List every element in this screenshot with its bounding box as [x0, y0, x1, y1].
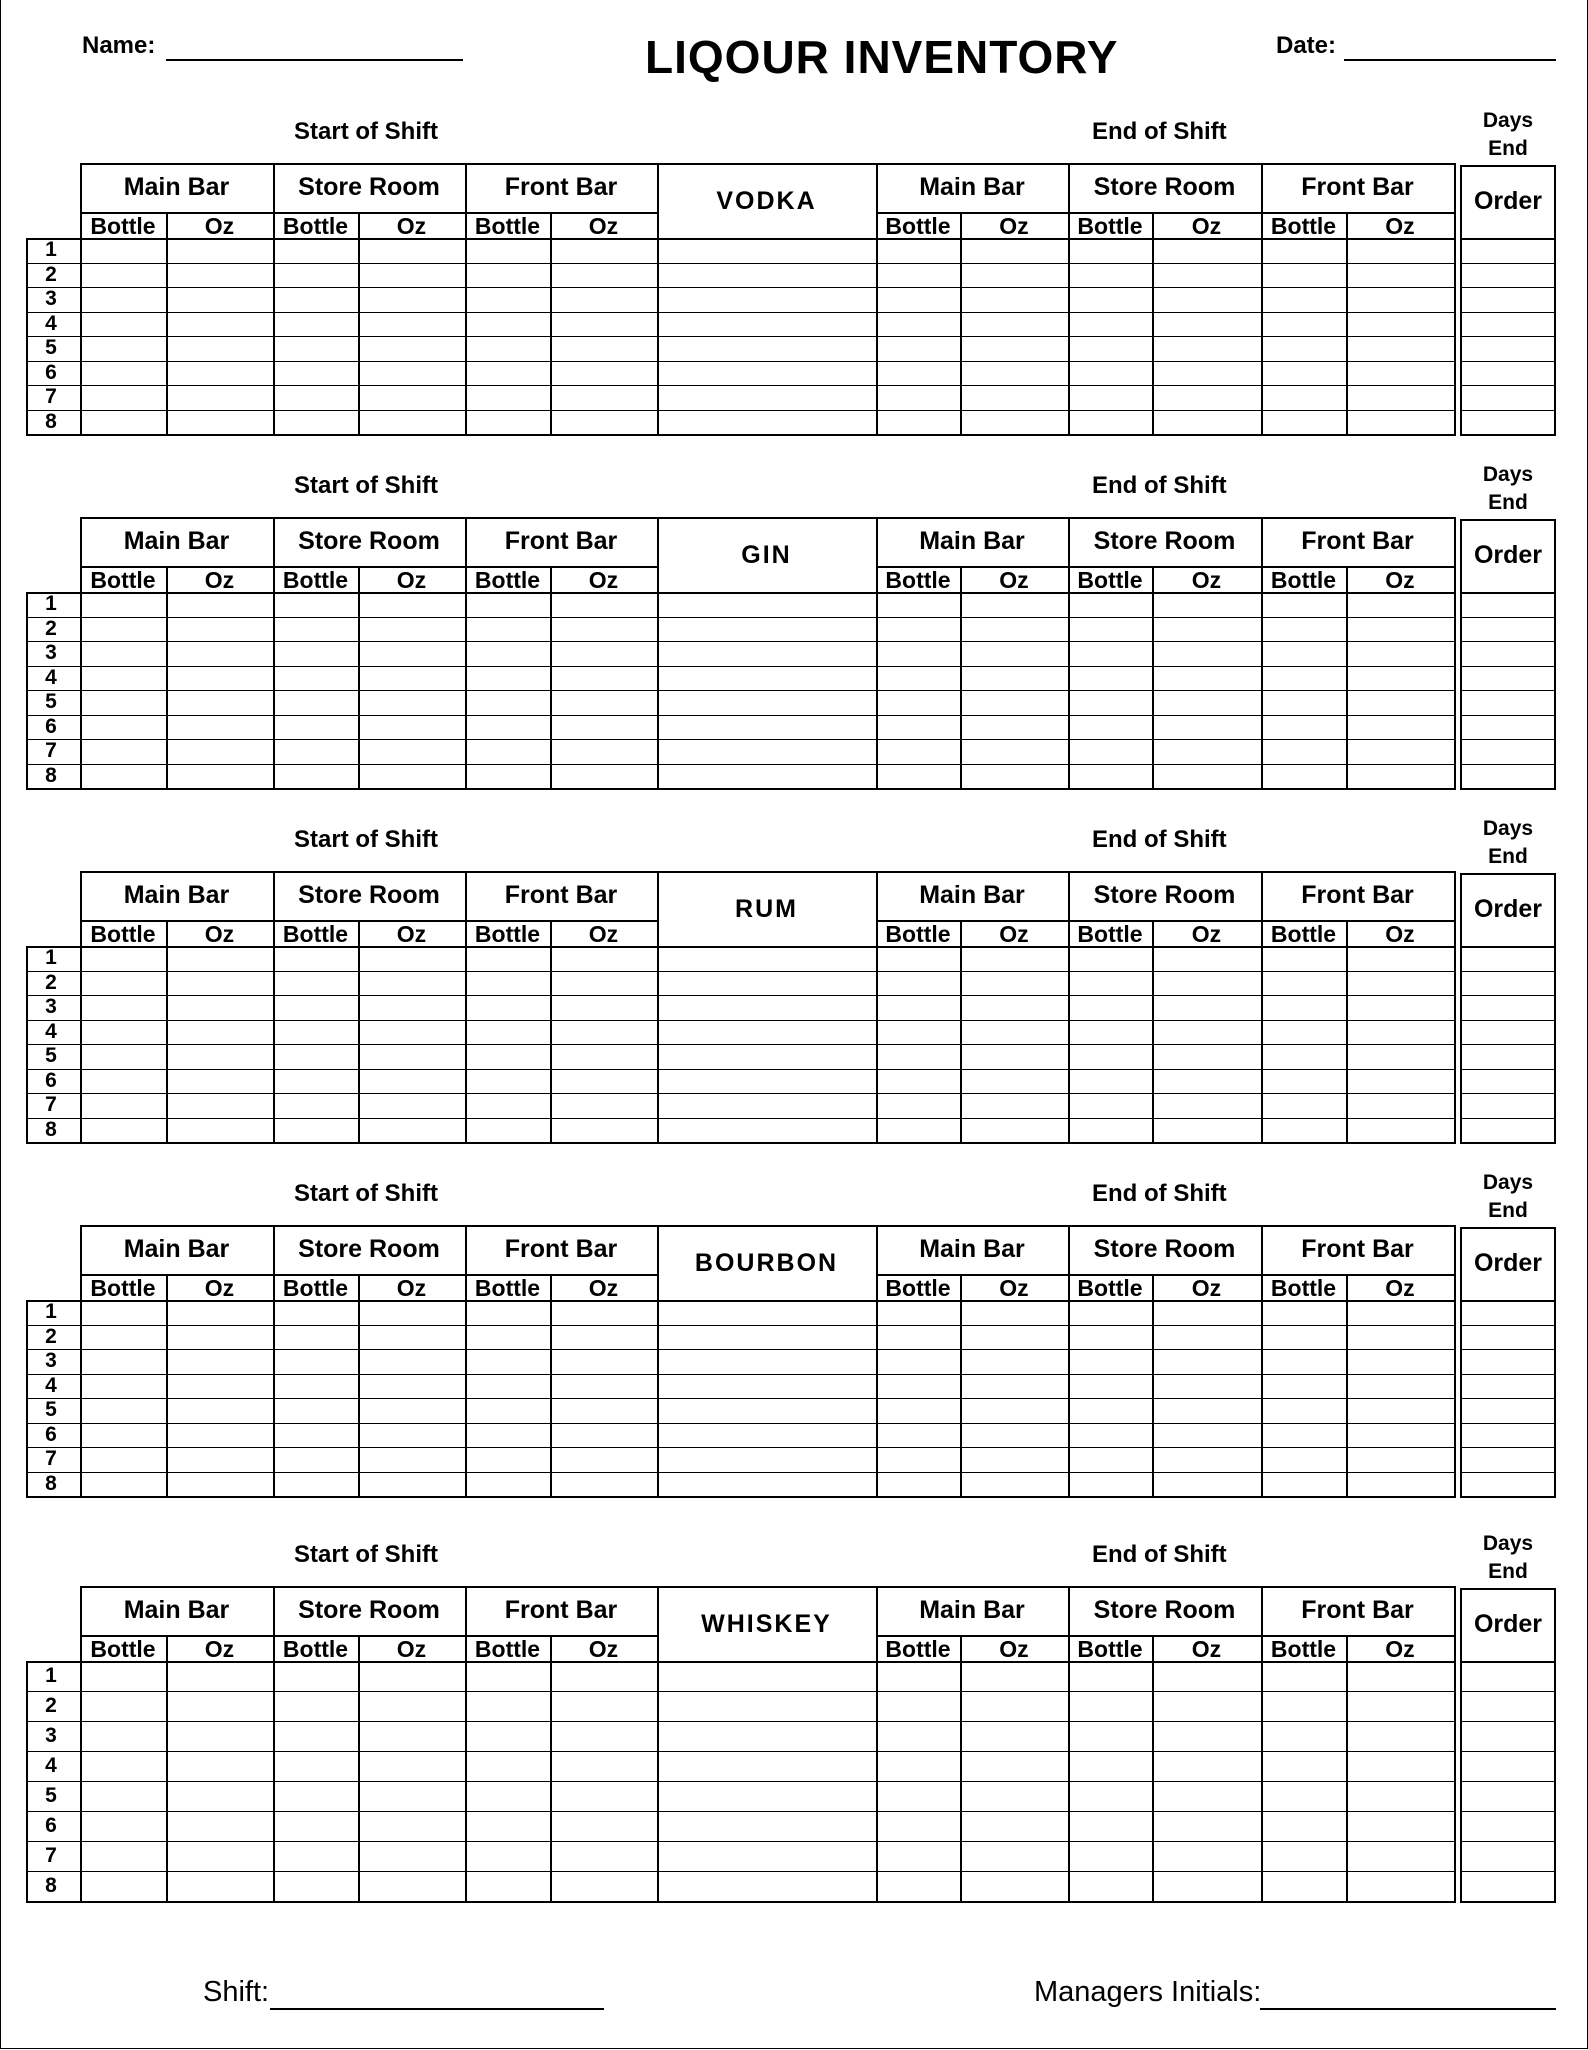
- oz-header: Oz: [1191, 1636, 1222, 1662]
- group-label-store-room: Store Room: [298, 527, 440, 555]
- order-label: Order: [1473, 541, 1543, 569]
- inventory-row-cells[interactable]: [82, 1070, 1454, 1093]
- row-number: 8: [45, 1874, 57, 1897]
- group-label-main-bar: Main Bar: [919, 527, 1025, 555]
- group-label-main-bar: Main Bar: [123, 173, 230, 201]
- bottle-header: Bottle: [1077, 921, 1143, 947]
- bottle-header: Bottle: [1077, 1636, 1143, 1662]
- order-cell[interactable]: [1462, 740, 1554, 763]
- group-label-front-bar: Front Bar: [1301, 881, 1414, 909]
- order-cell[interactable]: [1462, 765, 1554, 788]
- row-number: 7: [45, 1093, 57, 1117]
- inventory-row-cells[interactable]: [82, 1326, 1454, 1349]
- bottle-header: Bottle: [1077, 1275, 1143, 1301]
- oz-header: Oz: [396, 567, 427, 593]
- bottle-header: Bottle: [282, 921, 349, 947]
- row-number: 1: [45, 592, 57, 616]
- row-number: 7: [45, 739, 57, 763]
- oz-header: Oz: [204, 1275, 235, 1301]
- row-number: 3: [45, 1349, 57, 1373]
- inventory-row-cells[interactable]: [82, 1812, 1454, 1840]
- bottle-header: Bottle: [90, 1275, 156, 1301]
- start-of-shift-label: Start of Shift: [294, 472, 438, 499]
- group-label-front-bar: Front Bar: [504, 1596, 618, 1624]
- inventory-row-cells[interactable]: [82, 1375, 1454, 1398]
- inventory-row-cells[interactable]: [82, 1045, 1454, 1068]
- group-label-main-bar: Main Bar: [919, 881, 1025, 909]
- oz-header: Oz: [1191, 567, 1222, 593]
- bottle-header: Bottle: [282, 213, 349, 239]
- bottle-header: Bottle: [1270, 1636, 1337, 1662]
- order-cell[interactable]: [1462, 337, 1554, 360]
- row-number: 1: [45, 1300, 57, 1324]
- inventory-row-cells[interactable]: [82, 996, 1454, 1019]
- inventory-row-cells[interactable]: [82, 386, 1454, 409]
- order-cell[interactable]: [1462, 642, 1554, 665]
- oz-header: Oz: [999, 1636, 1029, 1662]
- bottle-header: Bottle: [474, 1636, 541, 1662]
- row-number: 4: [45, 1754, 57, 1777]
- days-end-line2: End: [1488, 1199, 1528, 1222]
- order-cell[interactable]: [1462, 1782, 1554, 1810]
- oz-header: Oz: [588, 1275, 619, 1301]
- bottle-header: Bottle: [474, 567, 541, 593]
- oz-header: Oz: [588, 1636, 619, 1662]
- inventory-row-cells[interactable]: [82, 1842, 1454, 1870]
- oz-header: Oz: [1191, 213, 1222, 239]
- group-label-store-room: Store Room: [1093, 1596, 1236, 1624]
- liquor-name-whiskey: WHISKEY: [701, 1610, 832, 1638]
- inventory-row-cells[interactable]: [82, 1399, 1454, 1422]
- row-number: 8: [45, 409, 57, 433]
- row-number: 8: [45, 763, 57, 787]
- inventory-row-cells[interactable]: [82, 239, 1454, 262]
- bottle-header: Bottle: [90, 567, 156, 593]
- days-end-line2: End: [1488, 1560, 1528, 1583]
- oz-header: Oz: [999, 567, 1029, 593]
- bottle-header: Bottle: [885, 1636, 951, 1662]
- inventory-row-cells[interactable]: [82, 1872, 1454, 1900]
- bottle-header: Bottle: [474, 213, 541, 239]
- order-cell[interactable]: [1462, 1424, 1554, 1447]
- order-cell[interactable]: [1462, 411, 1554, 434]
- group-label-front-bar: Front Bar: [1301, 173, 1414, 201]
- inventory-row-cells[interactable]: [82, 765, 1454, 788]
- group-label-front-bar: Front Bar: [504, 1235, 618, 1263]
- row-number: 5: [45, 1398, 57, 1422]
- bottle-header: Bottle: [474, 1275, 541, 1301]
- order-cell[interactable]: [1462, 239, 1554, 262]
- row-number: 6: [45, 1422, 57, 1446]
- order-cell[interactable]: [1462, 1662, 1554, 1690]
- row-number: 6: [45, 714, 57, 738]
- group-label-store-room: Store Room: [298, 1235, 440, 1263]
- oz-header: Oz: [999, 1275, 1029, 1301]
- oz-header: Oz: [588, 921, 619, 947]
- bottle-header: Bottle: [90, 213, 156, 239]
- group-label-front-bar: Front Bar: [504, 173, 618, 201]
- liquor-name-gin: GIN: [741, 541, 792, 569]
- order-label: Order: [1473, 187, 1543, 215]
- managers-initials-label: Managers Initials:: [1034, 1976, 1262, 2008]
- group-label-main-bar: Main Bar: [123, 1596, 230, 1624]
- days-end-line2: End: [1488, 845, 1528, 868]
- order-cell[interactable]: [1462, 1094, 1554, 1117]
- group-label-store-room: Store Room: [1093, 173, 1236, 201]
- inventory-row-cells[interactable]: [82, 1662, 1454, 1690]
- oz-header: Oz: [1385, 921, 1415, 947]
- liquor-name-bourbon: BOURBON: [694, 1249, 839, 1277]
- row-number: 1: [45, 1664, 57, 1687]
- oz-header: Oz: [999, 213, 1029, 239]
- order-cell[interactable]: [1462, 1448, 1554, 1471]
- group-label-front-bar: Front Bar: [1301, 1235, 1414, 1263]
- order-cell[interactable]: [1462, 972, 1554, 995]
- group-label-main-bar: Main Bar: [123, 1235, 230, 1263]
- order-cell[interactable]: [1462, 593, 1554, 616]
- inventory-row-cells[interactable]: [82, 1448, 1454, 1471]
- group-label-store-room: Store Room: [298, 1596, 440, 1624]
- date-field[interactable]: [1344, 59, 1556, 61]
- group-label-front-bar: Front Bar: [504, 881, 618, 909]
- row-number: 4: [45, 1373, 57, 1397]
- days-end-line1: Days: [1482, 1171, 1534, 1194]
- name-label: Name:: [82, 32, 156, 59]
- order-cell[interactable]: [1462, 1350, 1554, 1373]
- oz-header: Oz: [396, 213, 427, 239]
- inventory-row-cells[interactable]: [82, 1782, 1454, 1810]
- order-cell[interactable]: [1462, 1842, 1554, 1870]
- row-number: 3: [45, 641, 57, 665]
- bottle-header: Bottle: [1270, 567, 1337, 593]
- order-cell[interactable]: [1462, 362, 1554, 385]
- inventory-row-cells[interactable]: [82, 362, 1454, 385]
- oz-header: Oz: [204, 1636, 235, 1662]
- inventory-row-cells[interactable]: [82, 972, 1454, 995]
- days-end-line1: Days: [1482, 817, 1534, 840]
- bottle-header: Bottle: [885, 921, 951, 947]
- order-cell[interactable]: [1462, 1070, 1554, 1093]
- order-cell[interactable]: [1462, 1872, 1554, 1900]
- inventory-row-cells[interactable]: [82, 1094, 1454, 1117]
- row-number: 3: [45, 287, 57, 311]
- bottle-header: Bottle: [1270, 1275, 1337, 1301]
- days-end-line1: Days: [1482, 1532, 1534, 1555]
- bottle-header: Bottle: [474, 921, 541, 947]
- row-number: 1: [45, 946, 57, 970]
- bottle-header: Bottle: [90, 921, 156, 947]
- order-label: Order: [1473, 1610, 1543, 1638]
- order-cell[interactable]: [1462, 1375, 1554, 1398]
- order-cell[interactable]: [1462, 313, 1554, 336]
- days-end-line1: Days: [1482, 463, 1534, 486]
- group-label-main-bar: Main Bar: [123, 881, 230, 909]
- inventory-row-cells[interactable]: [82, 618, 1454, 641]
- row-number: 7: [45, 1447, 57, 1471]
- inventory-row-cells[interactable]: [82, 1119, 1454, 1142]
- order-cell[interactable]: [1462, 1119, 1554, 1142]
- order-cell[interactable]: [1462, 716, 1554, 739]
- order-cell[interactable]: [1462, 1045, 1554, 1068]
- row-number: 4: [45, 1019, 57, 1043]
- end-of-shift-label: End of Shift: [1092, 1180, 1227, 1207]
- group-label-main-bar: Main Bar: [919, 1596, 1025, 1624]
- oz-header: Oz: [396, 1275, 427, 1301]
- order-cell[interactable]: [1462, 1752, 1554, 1780]
- days-end-line1: Days: [1482, 109, 1534, 132]
- inventory-row-cells[interactable]: [82, 288, 1454, 311]
- order-label: Order: [1473, 1249, 1543, 1277]
- start-of-shift-label: Start of Shift: [294, 118, 438, 145]
- oz-header: Oz: [1385, 1636, 1415, 1662]
- inventory-row-cells[interactable]: [82, 337, 1454, 360]
- order-cell[interactable]: [1462, 667, 1554, 690]
- days-end-line2: End: [1488, 491, 1528, 514]
- oz-header: Oz: [588, 567, 619, 593]
- inventory-row-cells[interactable]: [82, 716, 1454, 739]
- page-title: LIQOUR INVENTORY: [645, 31, 1119, 83]
- inventory-row-cells[interactable]: [82, 1752, 1454, 1780]
- date-label: Date:: [1276, 32, 1337, 59]
- row-number: 3: [45, 995, 57, 1019]
- group-label-front-bar: Front Bar: [1301, 527, 1414, 555]
- group-label-store-room: Store Room: [298, 173, 440, 201]
- start-of-shift-label: Start of Shift: [294, 1541, 438, 1568]
- bottle-header: Bottle: [282, 567, 349, 593]
- order-cell[interactable]: [1462, 386, 1554, 409]
- inventory-row-cells[interactable]: [82, 740, 1454, 763]
- row-number: 3: [45, 1724, 57, 1747]
- order-label: Order: [1473, 895, 1543, 923]
- oz-header: Oz: [204, 921, 235, 947]
- bottle-header: Bottle: [1077, 567, 1143, 593]
- group-label-store-room: Store Room: [1093, 527, 1236, 555]
- row-number: 6: [45, 1814, 57, 1837]
- inventory-row-cells[interactable]: [82, 667, 1454, 690]
- row-number: 8: [45, 1117, 57, 1141]
- oz-header: Oz: [1191, 1275, 1222, 1301]
- group-label-store-room: Store Room: [1093, 1235, 1236, 1263]
- order-cell[interactable]: [1462, 1812, 1554, 1840]
- order-cell[interactable]: [1462, 1692, 1554, 1720]
- group-label-store-room: Store Room: [1093, 881, 1236, 909]
- order-cell[interactable]: [1462, 1021, 1554, 1044]
- oz-header: Oz: [999, 921, 1029, 947]
- inventory-row-cells[interactable]: [82, 642, 1454, 665]
- oz-header: Oz: [1385, 213, 1415, 239]
- row-number: 1: [45, 238, 57, 262]
- row-number: 5: [45, 1044, 57, 1068]
- bottle-header: Bottle: [1270, 213, 1337, 239]
- inventory-row-cells[interactable]: [82, 1424, 1454, 1447]
- order-cell[interactable]: [1462, 1301, 1554, 1324]
- row-number: 2: [45, 970, 57, 994]
- inventory-row-cells[interactable]: [82, 1692, 1454, 1720]
- inventory-row-cells[interactable]: [82, 1301, 1454, 1324]
- end-of-shift-label: End of Shift: [1092, 826, 1227, 853]
- bottle-header: Bottle: [1270, 921, 1337, 947]
- bottle-header: Bottle: [282, 1636, 349, 1662]
- end-of-shift-label: End of Shift: [1092, 472, 1227, 499]
- inventory-row-cells[interactable]: [82, 313, 1454, 336]
- order-cell[interactable]: [1462, 691, 1554, 714]
- bottle-header: Bottle: [90, 1636, 156, 1662]
- row-number: 4: [45, 665, 57, 689]
- inventory-row-cells[interactable]: [82, 1722, 1454, 1750]
- row-number: 6: [45, 360, 57, 384]
- row-number: 6: [45, 1068, 57, 1092]
- row-number: 2: [45, 262, 57, 286]
- order-cell[interactable]: [1462, 1399, 1554, 1422]
- days-end-line2: End: [1488, 137, 1528, 160]
- order-cell[interactable]: [1462, 1326, 1554, 1349]
- row-number: 5: [45, 690, 57, 714]
- inventory-row-cells[interactable]: [82, 691, 1454, 714]
- shift-label: Shift:: [203, 1976, 270, 2008]
- inventory-row-cells[interactable]: [82, 593, 1454, 616]
- bottle-header: Bottle: [885, 567, 951, 593]
- group-label-main-bar: Main Bar: [919, 173, 1025, 201]
- row-number: 2: [45, 1324, 57, 1348]
- oz-header: Oz: [1385, 567, 1415, 593]
- row-number: 5: [45, 1784, 57, 1807]
- bottle-header: Bottle: [885, 1275, 951, 1301]
- oz-header: Oz: [204, 213, 235, 239]
- row-number: 7: [45, 1844, 57, 1867]
- group-label-front-bar: Front Bar: [1301, 1596, 1414, 1624]
- liquor-name-rum: RUM: [735, 895, 798, 923]
- oz-header: Oz: [588, 213, 619, 239]
- end-of-shift-label: End of Shift: [1092, 118, 1227, 145]
- name-field[interactable]: [166, 59, 463, 61]
- row-number: 5: [45, 336, 57, 360]
- row-number: 4: [45, 311, 57, 335]
- bottle-header: Bottle: [1077, 213, 1143, 239]
- row-number: 2: [45, 1694, 57, 1717]
- order-cell[interactable]: [1462, 1473, 1554, 1496]
- order-cell[interactable]: [1462, 618, 1554, 641]
- inventory-row-cells[interactable]: [82, 1473, 1454, 1496]
- order-cell[interactable]: [1462, 996, 1554, 1019]
- inventory-row-cells[interactable]: [82, 411, 1454, 434]
- order-cell[interactable]: [1462, 1722, 1554, 1750]
- row-number: 2: [45, 616, 57, 640]
- group-label-front-bar: Front Bar: [504, 527, 618, 555]
- oz-header: Oz: [396, 921, 427, 947]
- row-number: 7: [45, 385, 57, 409]
- liquor-name-vodka: VODKA: [716, 187, 817, 215]
- oz-header: Oz: [1385, 1275, 1415, 1301]
- inventory-row-cells[interactable]: [82, 1350, 1454, 1373]
- group-label-store-room: Store Room: [298, 881, 440, 909]
- order-cell[interactable]: [1462, 264, 1554, 287]
- group-label-main-bar: Main Bar: [919, 1235, 1025, 1263]
- group-label-main-bar: Main Bar: [123, 527, 230, 555]
- managers-initials-field[interactable]: [1260, 2008, 1556, 2010]
- start-of-shift-label: Start of Shift: [294, 826, 438, 853]
- inventory-row-cells[interactable]: [82, 947, 1454, 970]
- inventory-row-cells[interactable]: [82, 1021, 1454, 1044]
- oz-header: Oz: [204, 567, 235, 593]
- row-number: 8: [45, 1471, 57, 1495]
- order-cell[interactable]: [1462, 288, 1554, 311]
- oz-header: Oz: [1191, 921, 1222, 947]
- inventory-row-cells[interactable]: [82, 264, 1454, 287]
- bottle-header: Bottle: [885, 213, 951, 239]
- start-of-shift-label: Start of Shift: [294, 1180, 438, 1207]
- bottle-header: Bottle: [282, 1275, 349, 1301]
- shift-field[interactable]: [270, 2008, 604, 2010]
- end-of-shift-label: End of Shift: [1092, 1541, 1227, 1568]
- order-cell[interactable]: [1462, 947, 1554, 970]
- oz-header: Oz: [396, 1636, 427, 1662]
